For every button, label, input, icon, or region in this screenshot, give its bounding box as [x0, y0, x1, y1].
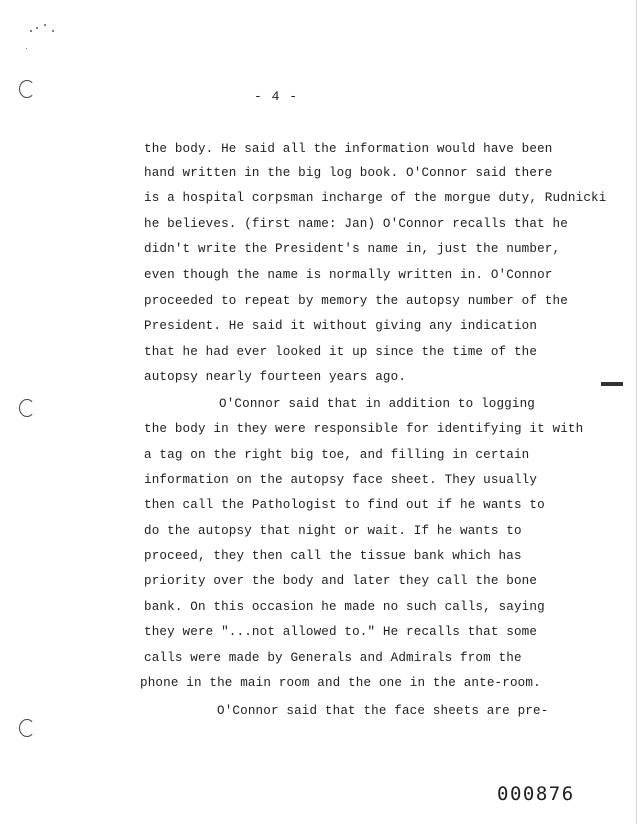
text-line: information on the autopsy face sheet. They usually	[144, 473, 538, 487]
text-line: bank. On this occasion he made no such calls, saying	[144, 600, 545, 614]
text-line: President. He said it without giving any indication	[144, 319, 538, 333]
speck	[36, 27, 38, 29]
text-line: even though the name is normally written in. O'Connor	[144, 268, 553, 282]
text-line: didn't write the President's name in, just the number,	[144, 242, 561, 256]
text-line: then call the Pathologist to find out if he wants to	[144, 498, 545, 512]
speck	[30, 30, 32, 32]
text-line: priority over the body and later they call the bone	[144, 574, 538, 588]
text-line: the body. He said all the information would have been	[144, 142, 553, 156]
text-line: calls were made by Generals and Admirals from the	[144, 651, 522, 665]
text-line: is a hospital corpsman incharge of the morgue duty, Rudnicki	[144, 191, 607, 205]
document-number: 000876	[497, 783, 575, 805]
text-line: a tag on the right big toe, and filling in certain	[144, 448, 530, 462]
text-line: O'Connor said that in addition to logging	[219, 397, 536, 411]
speck	[44, 24, 46, 26]
speck	[26, 48, 27, 49]
binder-hole-top	[19, 80, 35, 98]
text-line: the body in they were responsible for identifying it with	[144, 422, 584, 436]
text-line: they were "...not allowed to." He recalls that some	[144, 625, 538, 639]
text-line: proceeded to repeat by memory the autopsy number of the	[144, 294, 568, 308]
text-line: autopsy nearly fourteen years ago.	[144, 370, 407, 384]
text-line: that he had ever looked it up since the time of the	[144, 345, 538, 359]
margin-mark	[601, 382, 623, 386]
text-line: O'Connor said that the face sheets are pre-	[217, 704, 549, 718]
speck	[52, 30, 54, 32]
text-line: hand written in the big log book. O'Connor said there	[144, 166, 553, 180]
binder-hole-bottom	[19, 719, 35, 737]
binder-hole-middle	[19, 399, 35, 417]
text-line: he believes. (first name: Jan) O'Connor recalls that he	[144, 217, 568, 231]
text-line: phone in the main room and the one in the ante-room.	[140, 676, 541, 690]
page-number: - 4 -	[254, 89, 299, 104]
text-line: do the autopsy that night or wait. If he wants to	[144, 524, 522, 538]
page-edge	[636, 0, 637, 824]
text-line: proceed, they then call the tissue bank which has	[144, 549, 522, 563]
